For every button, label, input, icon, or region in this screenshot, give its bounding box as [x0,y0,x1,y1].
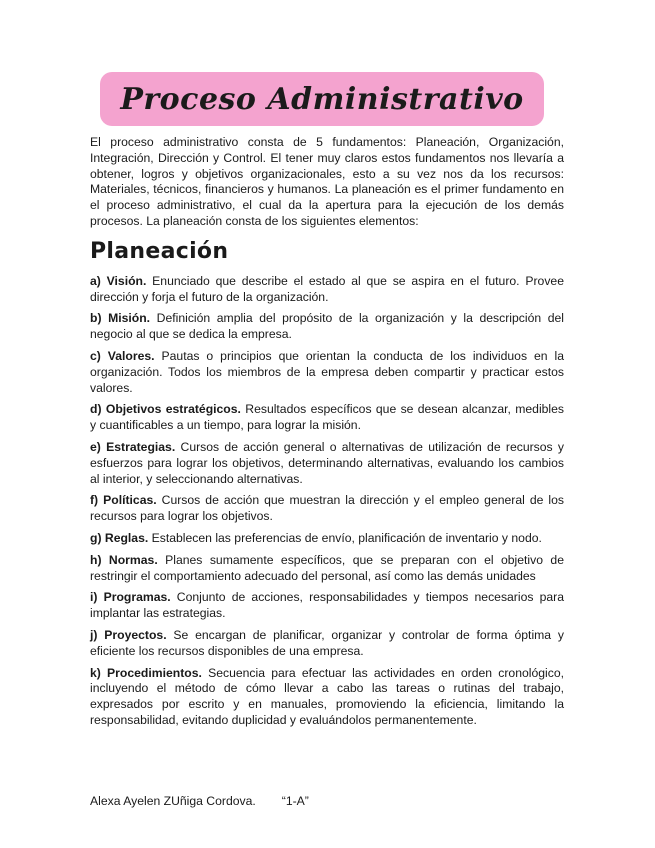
item-text: Resultados específicos que se desean alcanzar, medibles y cuantificables a un tiempo, para lograr la misión. [90,402,565,433]
document-title: Proceso Administrativo [120,81,524,117]
list-item [90,666,564,729]
item-text: Cursos de acción general o alternativas de utilización de recursos y esfuerzos para lograr los objetivos, determinando alternativas, evaluando los cambios al interior, y seleccionando alternativas. [90,439,564,486]
item-term: b) Misión. [90,311,151,326]
list-item [90,349,564,396]
item-text: Definición amplia del propósito de la organización y la descripción del negocio al que se dedica la empresa. [90,311,564,342]
item-text: Planes sumamente específicos, que se preparan con el objetivo de restringir el comportamiento adecuado del personal, así como las demás unidades [90,552,564,583]
list-item [90,590,564,622]
list-item [90,402,564,434]
item-term: g) Reglas. [90,530,149,545]
item-text: Pautas o principios que orientan la conducta de los individuos en la organización. Todos los miembros de la empresa deben compartir y practicar estos valores. [90,348,564,395]
intro-paragraph: El proceso administrativo consta de 5 fundamentos: Planeación, Organización, Integración, Dirección y Control. El tener muy claros estos fundamentos nos llevaría a obtener, logros y objetivos organizacionales, esto a su vez nos da los recursos: Materiales, técnicos, financieros y humanos. La planeación es el primer fundamento en el proceso administrativo, el cual da la apertura para la ejecución de los demás procesos. La planeación consta de los siguientes elementos: [90,135,564,228]
section-title: Planeación [90,238,229,264]
list-item [90,311,564,343]
item-term: k) Procedimientos. [90,665,202,680]
group-label: “1-A” [281,794,309,808]
item-text: Cursos de acción que muestran la dirección y el empleo general de los recursos para lograr los objetivos. [90,493,565,524]
footer [90,794,309,808]
item-text: Conjunto de acciones, responsabilidades y tiempos necesarios para implantar las estrategias. [90,590,564,621]
title-banner [100,72,544,126]
list-item [90,553,564,585]
list-item [90,531,564,547]
item-term: h) Normas. [90,552,158,567]
item-term: e) Estrategias. [90,439,176,454]
item-term: c) Valores. [90,348,155,363]
list-item [90,493,564,525]
item-text: Se encargan de planificar, organizar y controlar de forma óptima y eficiente los recursos disponibles de una empresa. [90,627,564,658]
item-term: a) Visión. [90,273,147,288]
author-name: Alexa Ayelen ZUñiga Cordova. [90,794,256,808]
list-item [90,628,564,660]
item-term: j) Proyectos. [90,627,167,642]
item-text: Enunciado que describe el estado al que se aspira en el futuro. Provee dirección y forja el futuro de la organización. [90,273,564,304]
list-item [90,274,564,306]
item-term: f) Políticas. [90,493,157,508]
item-text: Secuencia para efectuar las actividades en orden cronológico, incluyendo el método de cómo llevar a cabo las tareas o rutinas del trabajo, expresados por escrito y en manuales, promoviendo la eficiencia, limitando la responsabilidad, evitando duplicidad y evaluándolos permanentemente. [90,665,564,727]
item-term: i) Programas. [90,590,171,605]
item-term: d) Objetivos estratégicos. [90,402,241,417]
document-body [90,135,564,735]
item-text: Establecen las preferencias de envío, planificación de inventario y nodo. [148,530,542,545]
list-item [90,440,564,487]
